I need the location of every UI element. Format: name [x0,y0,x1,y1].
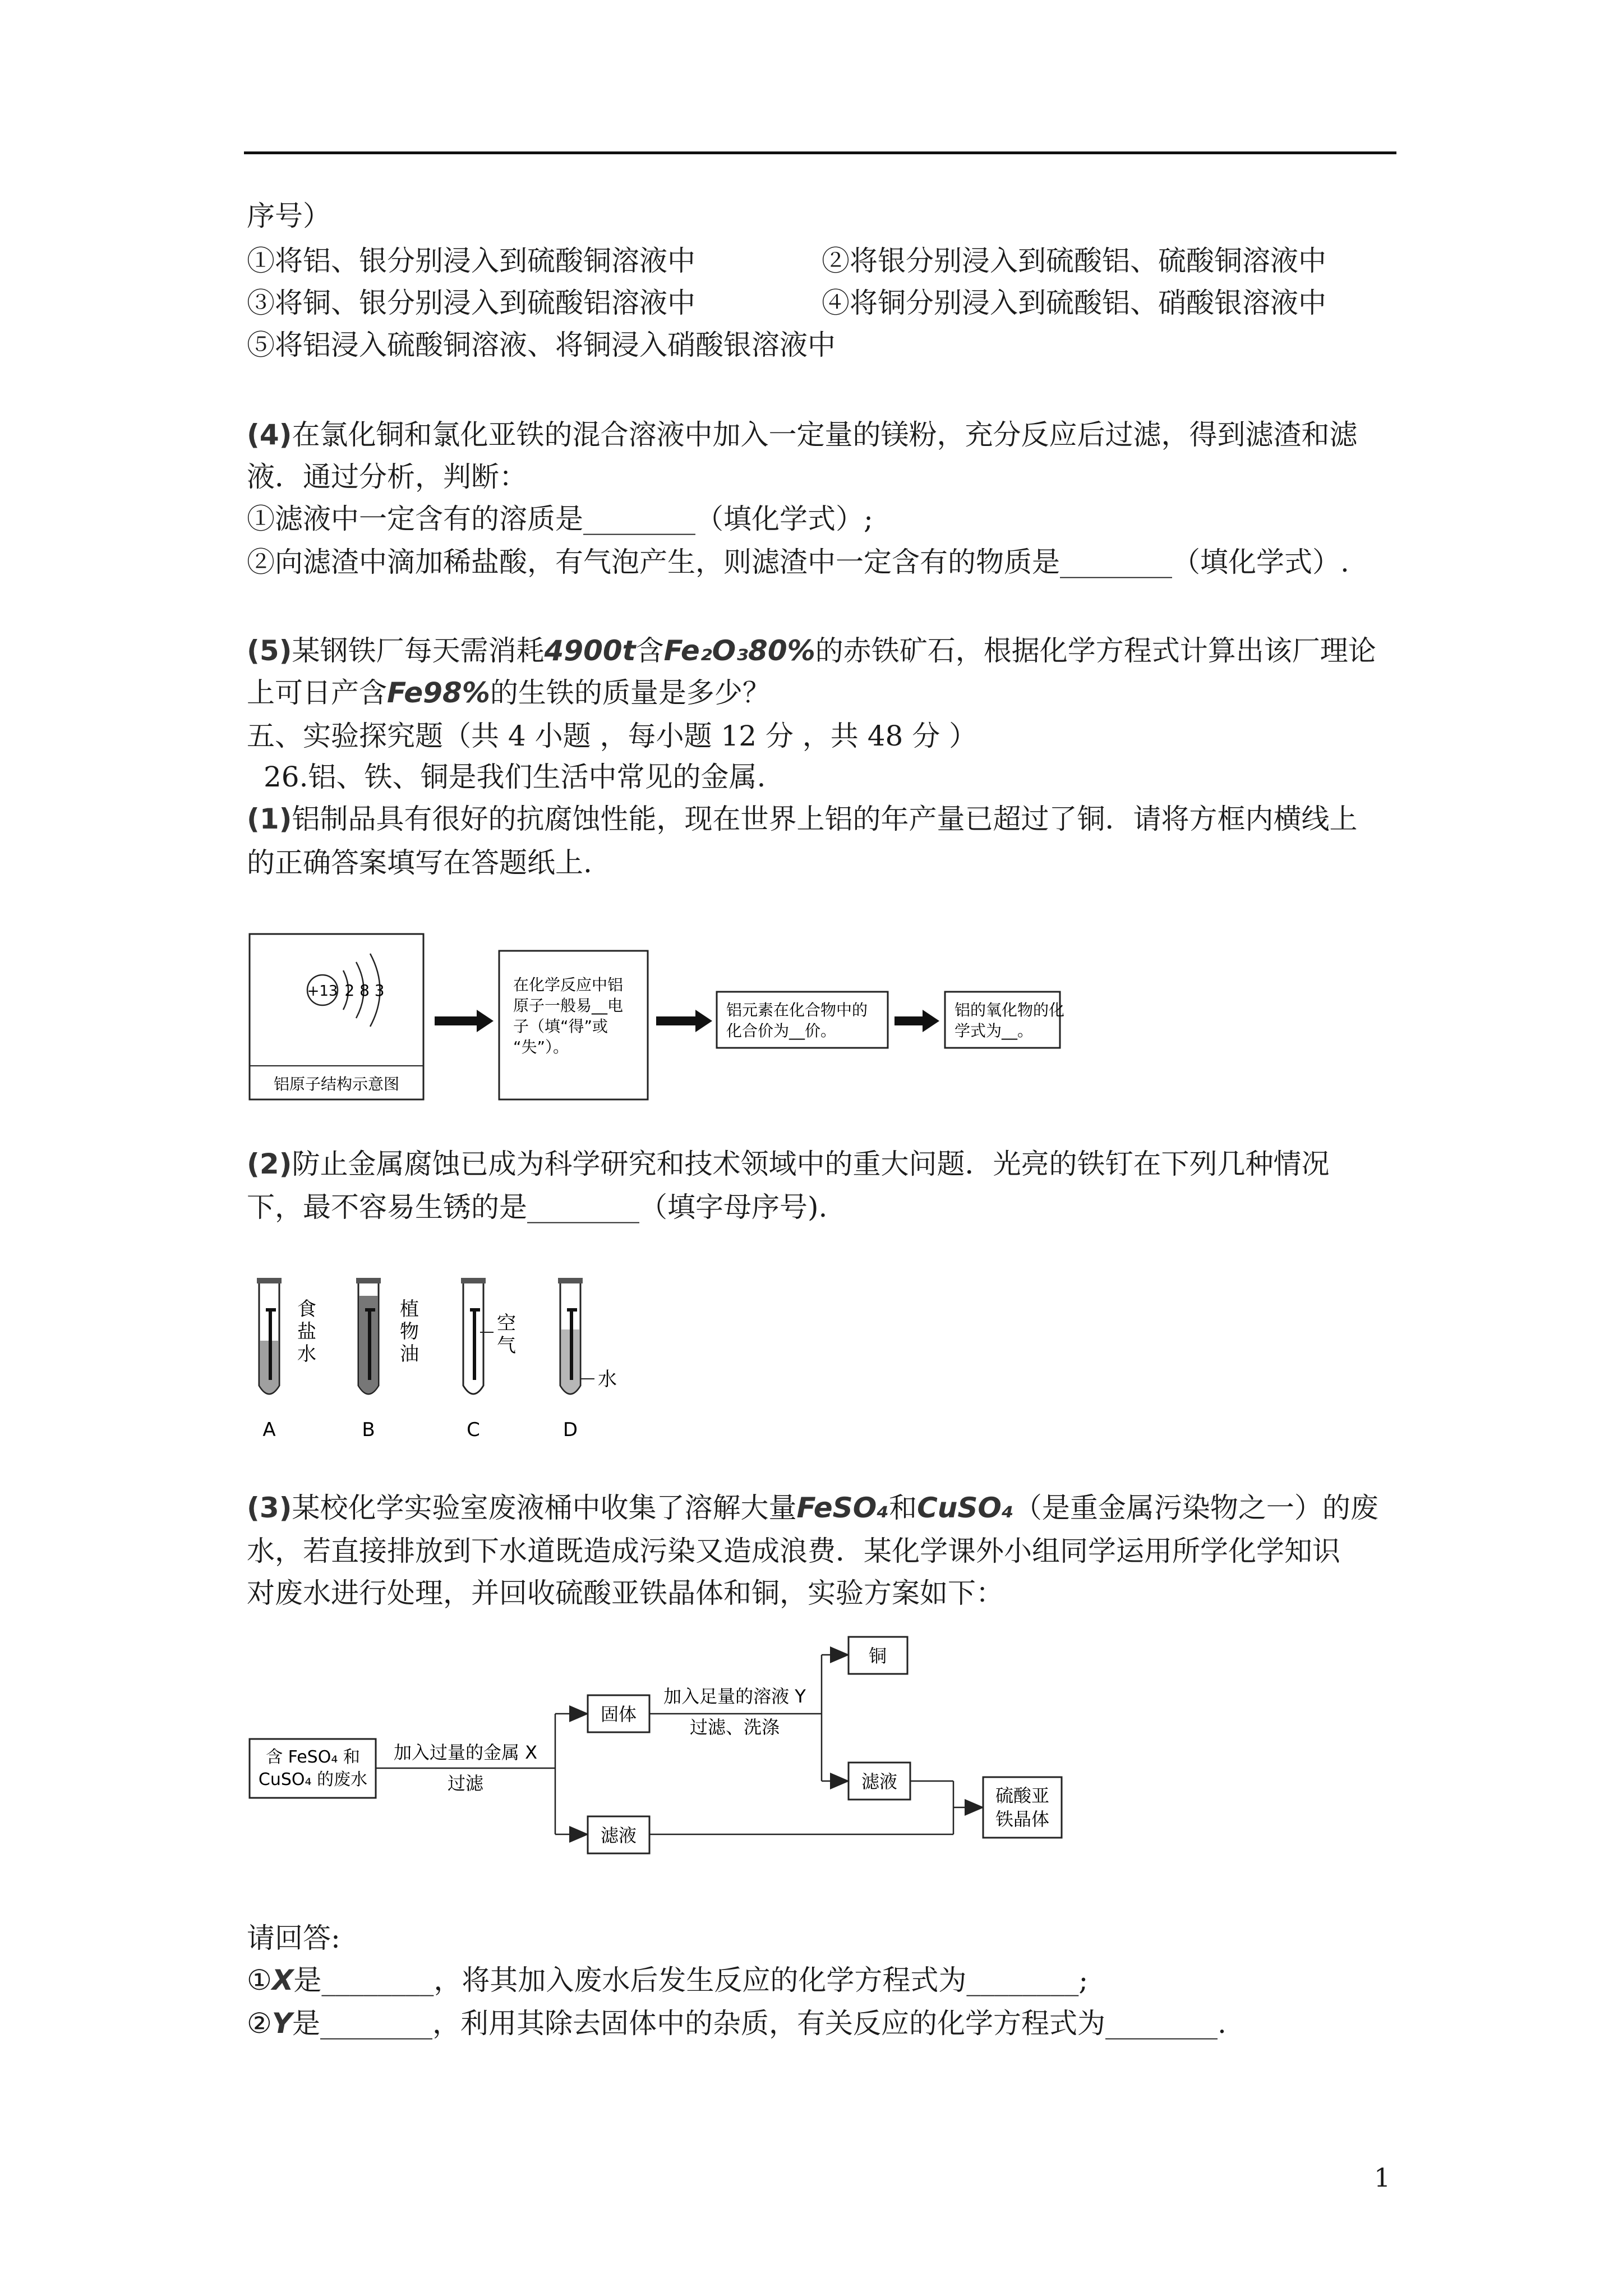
tube-a-label-3: 水 [297,1343,316,1365]
q26-p1-text: 铝制品具有很好的抗腐蚀性能，现在世界上铝的年产量已超过了铜．请将方框内横线上 [292,803,1358,835]
q5-quantity: 4900t [544,634,636,667]
arrow-2-icon [656,1010,712,1032]
electron-box-line-1: 在化学反应中铝 [513,976,624,994]
answer-1 [247,1963,1088,1997]
answer-2-number: ② [247,2007,272,2040]
q5-text-e: 的生铁的质量是多少？ [490,677,771,709]
tube-a-letter: A [262,1419,276,1441]
waste-water-line-1: 含 FeSO₄ 和 [266,1747,360,1767]
q3-option-2: ②将银分别浸入到硫酸铝、硫酸铜溶液中 [822,245,1326,277]
arrow-1-icon [435,1010,494,1032]
q26-p3-text-a: 某校化学实验室废液桶中收集了溶解大量 [292,1492,797,1524]
q26-stem: 26.铝、铁、铜是我们生活中常见的金属. [264,761,766,793]
tube-a-label-1: 食 [297,1298,316,1320]
copper-label: 铜 [868,1645,887,1667]
header-rule [244,151,1396,154]
tube-c-letter: C [467,1419,480,1441]
q5-number: (5) [247,634,292,667]
q4-line-2: 液．通过分析，判断： [247,461,527,493]
tube-b-letter: B [362,1419,375,1441]
q4-sub-2: ②向滤渣中滴加稀盐酸，有气泡产生，则滤渣中一定含有的物质是________（填化学式）. [247,546,1349,578]
atom-caption: 铝原子结构示意图 [273,1075,400,1093]
electron-box-line-3: 子（填“得”或 [513,1017,608,1036]
q26-p3-line-3: 对废水进行处理，并回收硫酸亚铁晶体和铜，实验方案如下： [247,1577,1004,1609]
q26-p3-text-b: （是重金属污染物之一）的废 [1013,1492,1378,1524]
step2-sublabel: 过滤、洗涤 [689,1717,780,1738]
q26-p1-line-2: 的正确答案填写在答题纸上. [247,846,592,879]
step1-sublabel: 过滤 [447,1773,484,1794]
q5-text-a: 某钢铁厂每天需消耗 [292,634,545,667]
product-line-2: 铁晶体 [995,1809,1050,1830]
electron-box-line-4: “失”）。 [513,1038,569,1056]
q5-fe: Fe98% [387,677,490,709]
tube-a-label-2: 盐 [297,1320,316,1343]
electron-box-line-2: 原子一般易__电 [513,996,624,1015]
answer-2-text: 是________，利用其除去固体中的杂质，有关反应的化学方程式为________. [292,2007,1227,2040]
q4-text: 在氯化铜和氯化亚铁的混合溶液中加入一定量的镁粉，充分反应后过滤，得到滤渣和滤 [292,418,1358,451]
test-tubes-figure [241,1273,645,1447]
answer-1-number: ① [247,1964,272,1996]
atom-shell-electrons: 2 8 3 [344,981,385,1000]
tube-b-label-3: 油 [400,1343,419,1365]
tube-c-label-2: 气 [497,1335,516,1357]
step2-label: 加入足量的溶液 Y [663,1686,806,1707]
q26-p1-number: (1) [247,803,292,835]
arrow-3-icon [895,1010,939,1032]
answer-1-text: 是________，将其加入废水后发生反应的化学方程式为________; [293,1964,1089,1996]
filtrate-upper-label: 滤液 [861,1771,898,1792]
solid-label: 固体 [600,1704,637,1725]
q5-formula: Fe₂O₃80% [663,634,815,667]
answer-2 [247,2007,1227,2040]
oxide-box-line-1: 铝的氧化物的化 [955,1001,1065,1019]
q26-p3-line-2: 水，若直接排放到下水道既造成污染又造成浪费．某化学课外小组同学运用所学化学知识 [247,1535,1340,1567]
q26-p3-line-1 [247,1491,1378,1525]
tube-b-label-1: 植 [400,1298,419,1320]
q3-option-4: ④将铜分别浸入到硫酸铝、硝酸银溶液中 [822,287,1326,319]
q3-option-5: ⑤将铝浸入硫酸铜溶液、将铜浸入硝酸银溶液中 [247,329,836,361]
valence-box-line-2: 化合价为__价。 [726,1022,837,1040]
product-line-1: 硫酸亚 [995,1785,1050,1806]
q3-option-1: ①将铝、银分别浸入到硫酸铜溶液中 [247,245,695,277]
q5-text-d: 上可日产含 [247,677,387,709]
q5-text-c: 的赤铁矿石，根据化学方程式计算出该厂理论 [815,634,1376,667]
aluminum-flow-figure [247,926,1066,1105]
answer-1-var: X [271,1964,294,1996]
filtrate-lower-label: 滤液 [600,1825,637,1846]
nail-c-icon [470,1310,480,1380]
q4-line-1 [247,418,1358,452]
q4-sub-1: ①滤液中一定含有的溶质是________（填化学式）; [247,503,873,535]
q5-text-b: 含 [635,634,664,667]
q26-p3-number: (3) [247,1492,292,1524]
test-tube-b [356,1278,419,1441]
oxide-box-line-2: 学式为__。 [955,1022,1034,1040]
valence-box-line-1: 铝元素在化合物中的 [726,1001,868,1019]
step1-label: 加入过量的金属 X [393,1742,538,1763]
tube-d-label-1: 水 [598,1368,617,1391]
waste-water-flow-figure [247,1627,1110,1862]
q3-tail: 序号） [247,200,331,232]
q4-number: (4) [247,418,292,451]
q26-p2-line-2: 下，最不容易生锈的是________（填字母序号). [247,1191,828,1223]
q26-p2-number: (2) [247,1148,292,1180]
q26-p2-line-1 [247,1147,1330,1181]
atom-nucleus-label: +13 [307,983,338,1000]
q5-line-1 [247,634,1376,668]
answer-2-var: Y [271,2007,293,2040]
q26-p3-formula-cuso4: CuSO₄ [917,1492,1014,1524]
waste-water-line-2: CuSO₄ 的废水 [258,1770,368,1789]
test-tube-c [461,1278,516,1441]
q26-p1-line-1 [247,802,1358,836]
tube-d-letter: D [562,1419,578,1441]
section-5-heading: 五、实验探究题（共 4 小题 ，每小题 12 分 ，共 48 分 ） [247,720,978,752]
test-tube-d [558,1278,617,1441]
q26-p3-formula-feso4: FeSO₄ [796,1492,889,1524]
q26-p3-and: 和 [889,1492,917,1524]
test-tube-a [257,1278,316,1441]
q26-p2-text: 防止金属腐蚀已成为科学研究和技术领域中的重大问题．光亮的铁钉在下列几种情况 [292,1148,1330,1180]
tube-c-label-1: 空 [497,1312,516,1335]
answer-prompt: 请回答: [247,1922,340,1954]
tube-b-label-2: 物 [400,1320,419,1343]
q3-option-3: ③将铜、银分别浸入到硫酸铝溶液中 [247,287,695,319]
q5-line-2 [247,676,771,710]
page-number: 1 [1374,2162,1391,2193]
